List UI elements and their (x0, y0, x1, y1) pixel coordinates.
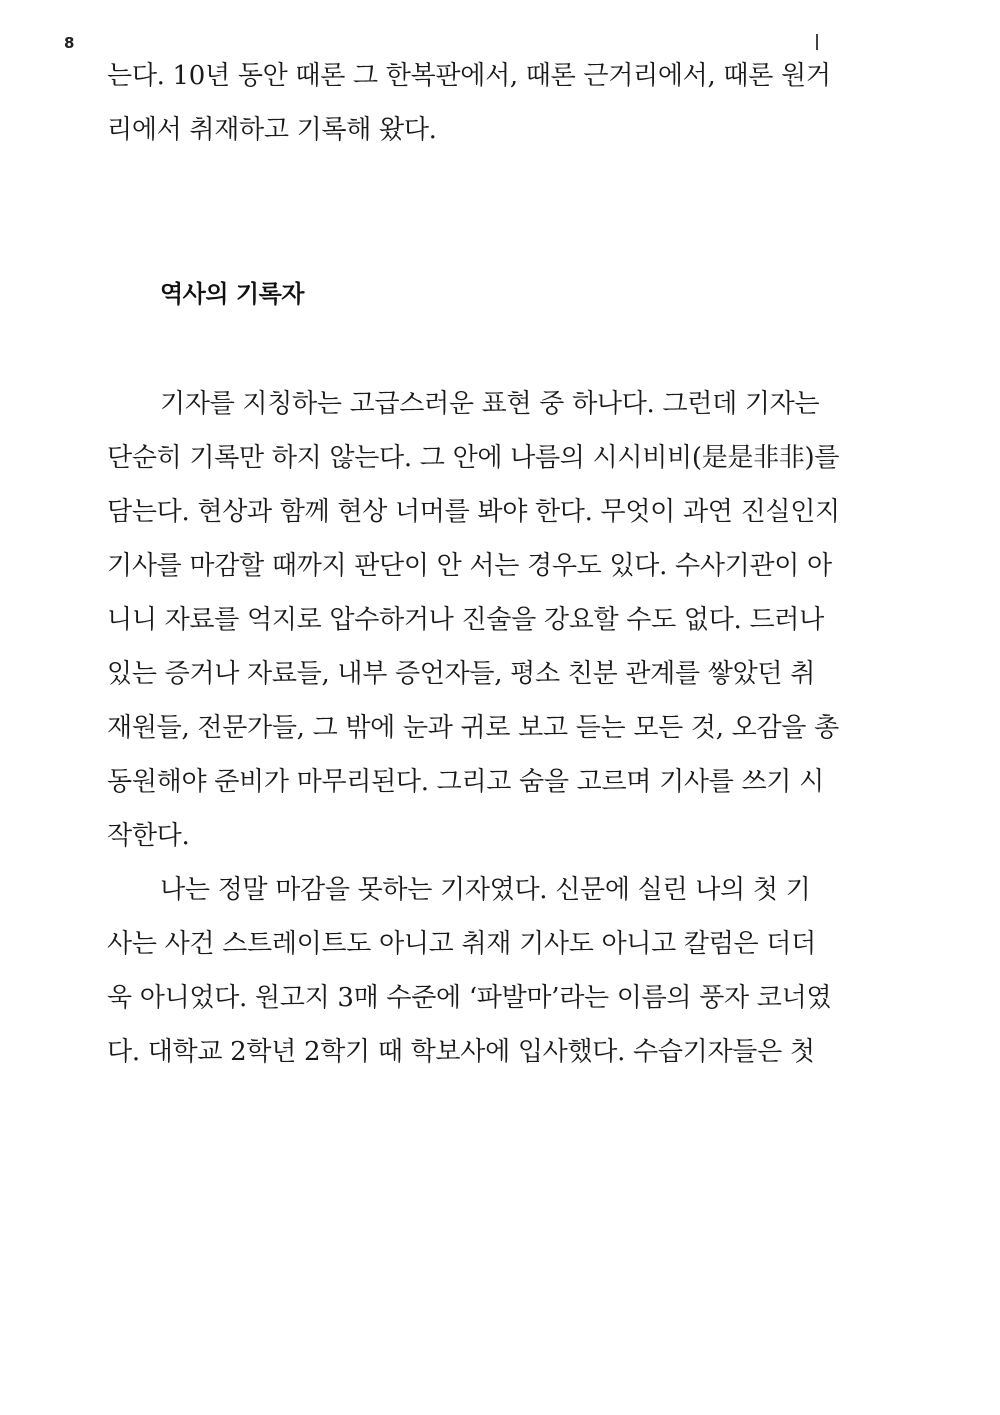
body-line: 작한다. (107, 821, 190, 851)
body-line: 는다. 10년 동안 때론 그 한복판에서, 때론 근거리에서, 때론 원거 (107, 61, 831, 91)
body-line: 재원들, 전문가들, 그 밖에 눈과 귀로 보고 듣는 모든 것, 오감을 총 (107, 713, 839, 743)
body-line: 기자를 지칭하는 고급스러운 표현 중 하나다. 그런데 기자는 (160, 389, 820, 419)
body-line: 담는다. 현상과 함께 현상 너머를 봐야 한다. 무엇이 과연 진실인지 (107, 497, 840, 527)
body-line: 리에서 취재하고 기록해 왔다. (107, 115, 437, 145)
body-line: 있는 증거나 자료들, 내부 증언자들, 평소 친분 관계를 쌓았던 취 (107, 659, 816, 689)
body-line: 다. 대학교 2학년 2학기 때 학보사에 입사했다. 수습기자들은 첫 (107, 1037, 815, 1067)
body-line: 니니 자료를 억지로 압수하거나 진술을 강요할 수도 없다. 드러나 (107, 605, 824, 635)
section-heading: 역사의 기록자 (160, 280, 304, 308)
body-line: 기사를 마감할 때까지 판단이 안 서는 경우도 있다. 수사기관이 아 (107, 551, 832, 581)
body-line: 나는 정말 마감을 못하는 기자였다. 신문에 실린 나의 첫 기 (160, 875, 811, 905)
page-number: 8 (64, 34, 75, 52)
body-line: 사는 사건 스트레이트도 아니고 취재 기사도 아니고 칼럼은 더더 (107, 929, 816, 959)
body-line: 욱 아니었다. 원고지 3매 수준에 ‘파발마’라는 이름의 풍자 코너였 (107, 983, 832, 1013)
body-line: 동원해야 준비가 마무리된다. 그리고 숨을 고르며 기사를 쓰기 시 (107, 767, 824, 797)
section-marker (816, 34, 818, 50)
body-line: 단순히 기록만 하지 않는다. 그 안에 나름의 시시비비(是是非非)를 (107, 443, 840, 473)
